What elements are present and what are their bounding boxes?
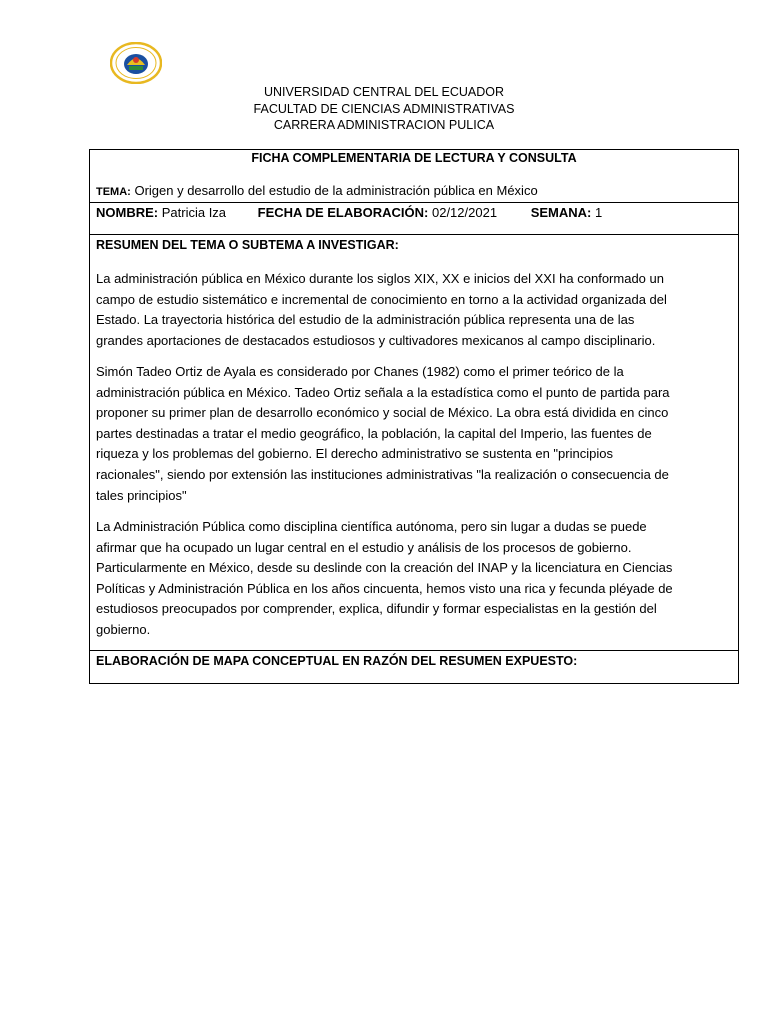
nombre-line: [96, 205, 602, 220]
resumen-row: [90, 235, 738, 651]
document-header: [0, 84, 768, 134]
nombre-value: Patricia Iza: [161, 205, 227, 220]
nombre-row: [90, 203, 738, 235]
semana-label: SEMANA:: [530, 205, 592, 220]
resumen-title: RESUMEN DEL TEMA O SUBTEMA A INVESTIGAR:: [96, 238, 399, 252]
nombre-label: NOMBRE:: [96, 205, 159, 220]
ficha-title-row: [90, 150, 738, 203]
tema-label: TEMA:: [96, 186, 131, 198]
paragraph-line: Estado. La trayectoria histórica del estudio de la administración pública representa una de las: [96, 312, 635, 328]
paragraph-line: proponer su primer plan de desarrollo económico y social de México. La obra está dividida en cinco: [96, 405, 669, 421]
paragraph-line: La administración pública en México durante los siglos XIX, XX e inicios del XXI ha conformado un: [96, 271, 664, 286]
fecha-label: FECHA DE ELABORACIÓN:: [257, 205, 429, 220]
paragraph-3: [96, 517, 728, 641]
paragraph-line: administración pública en México. Tadeo Ortiz señala a la estadística como el punto de partida para: [96, 384, 670, 400]
tema-line: [96, 183, 538, 198]
university-name: UNIVERSIDAD CENTRAL DEL ECUADOR: [263, 85, 505, 99]
university-seal-logo: [110, 42, 162, 84]
faculty-name: FACULTAD DE CIENCIAS ADMINISTRATIVAS: [253, 101, 515, 116]
semana-value: 1: [594, 205, 603, 220]
paragraph-line: campo de estudio sistemático e incremental de conocimiento en torno a la actividad organizada del: [96, 291, 667, 307]
paragraph-line: tales principios": [96, 487, 187, 503]
paragraph-line: riqueza y los problemas del gobierno. El derecho administrativo se sustenta en "principios: [96, 446, 613, 462]
ficha-table: [89, 149, 739, 684]
paragraph-line: racionales", siendo por extensión las instituciones administrativas "la realización o consecuencia de: [96, 466, 669, 482]
paragraph-line: gobierno.: [96, 621, 151, 637]
ficha-title: FICHA COMPLEMENTARIA DE LECTURA Y CONSULTA: [251, 151, 577, 165]
paragraph-line: grandes aportaciones de destacados estudiosos y cultivadores mexicanos al campo disciplinario.: [96, 332, 656, 348]
paragraph-line: Políticas y Administración Pública en los años cincuenta, hemos visto una rica y fecunda pléyade de: [96, 580, 673, 596]
paragraph-line: La Administración Pública como disciplina científica autónoma, pero sin lugar a dudas se puede: [96, 519, 647, 534]
paragraph-line: Simón Tadeo Ortiz de Ayala es considerado por Chanes (1982) como el primer teórico de la: [96, 364, 624, 379]
paragraph-line: afirmar que ha ocupado un lugar central en el estudio y análisis de los procesos de gobierno.: [96, 539, 632, 555]
paragraph-1: [96, 269, 728, 351]
career-name: CARRERA ADMINISTRACION PULICA: [273, 118, 495, 132]
paragraph-line: partes destinadas a tratar el medio geográfico, la población, la capital del Imperio, las fuentes de: [96, 425, 652, 441]
fecha-value: 02/12/2021: [431, 205, 498, 220]
mapa-row: [90, 651, 738, 683]
tema-value: Origen y desarrollo del estudio de la administración pública en México: [134, 183, 538, 198]
mapa-title: ELABORACIÓN DE MAPA CONCEPTUAL EN RAZÓN DEL RESUMEN EXPUESTO:: [96, 654, 578, 668]
paragraph-line: estudiosos preocupados por comprender, explica, difundir y formar especialistas en la gestión del: [96, 601, 657, 617]
paragraph-2: [96, 362, 728, 506]
paragraph-line: Particularmente en México, desde su deslinde con la creación del INAP y la licenciatura en Ciencias: [96, 560, 673, 576]
